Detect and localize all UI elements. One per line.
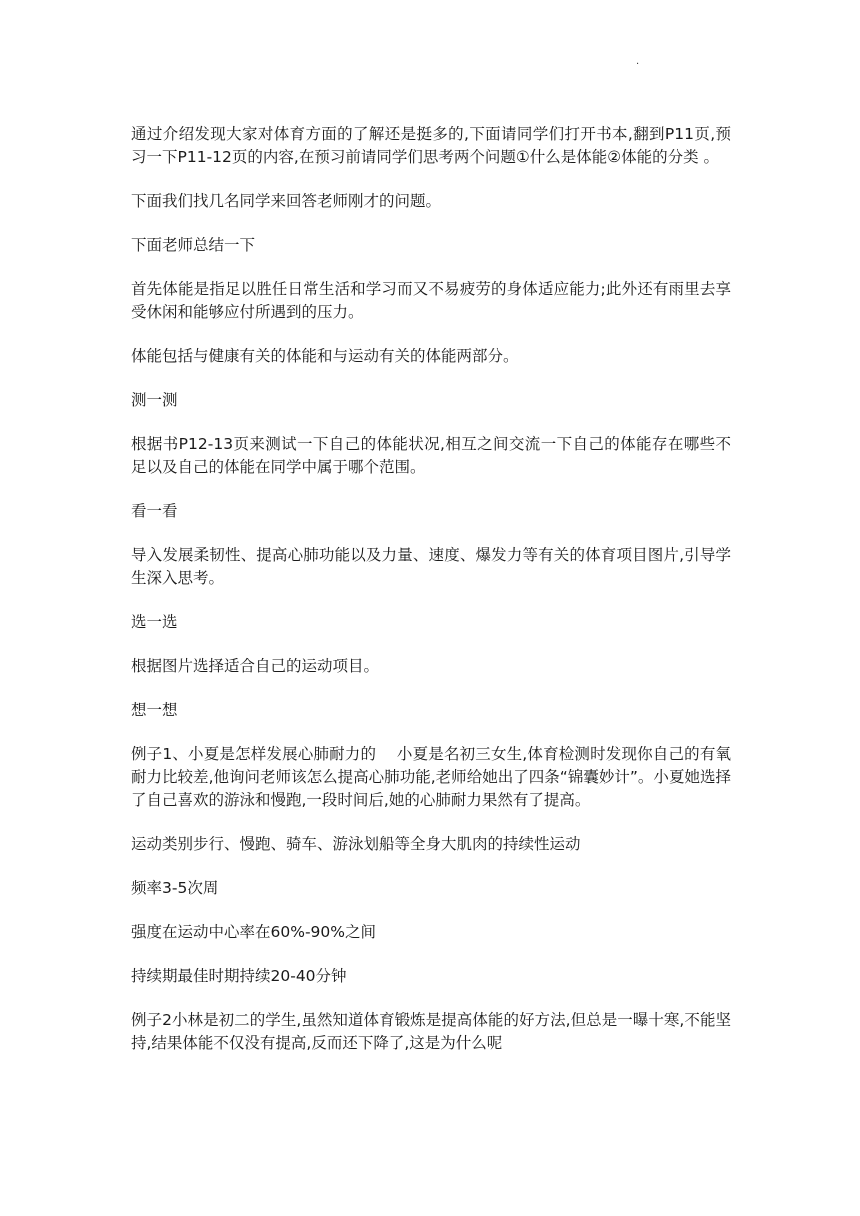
paragraph-answer: 下面我们找几名同学来回答老师刚才的问题。 [131, 192, 442, 210]
paragraph-choose: 根据图片选择适合自己的运动项目。 [131, 657, 380, 675]
paragraph-summary-heading: 下面老师总结一下 [131, 236, 256, 254]
section-heading-think: 想一想 [131, 701, 178, 719]
paragraph-intensity: 强度在运动中心率在60%-90%之间 [131, 923, 376, 941]
paragraph-definition: 首先体能是指足以胜任日常生活和学习而又不易疲劳的身体适应能力;此外还有雨里去享受休闲和能够应付所遇到的压力。 [131, 280, 731, 321]
paragraph-look: 导入发展柔韧性、提高心肺功能以及力量、速度、爆发力等有关的体育项目图片,引导学生深入思考。 [131, 546, 731, 587]
paragraph-classification: 体能包括与健康有关的体能和与运动有关的体能两部分。 [131, 347, 519, 365]
paragraph-example-2: 例子2小林是初二的学生,虽然知道体育锻炼是提高体能的好方法,但总是一曝十寒,不能坚持,结果体能不仅没有提高,反而还下降了,这是为什么呢 [131, 1011, 731, 1052]
section-heading-choose: 选一选 [131, 613, 178, 631]
section-heading-test: 测一测 [131, 391, 178, 409]
paragraph-intro: 通过介绍发现大家对体育方面的了解还是挺多的,下面请同学们打开书本,翻到P11页,预习一下P11-12页的内容,在预习前请同学们思考两个问题①什么是体能②体能的分类 。 [131, 125, 731, 166]
header-mark: . [636, 56, 640, 67]
paragraph-test: 根据书P12-13页来测试一下自己的体能状况,相互之间交流一下自己的体能存在哪些不足以及自己的体能在同学中属于哪个范围。 [131, 435, 731, 476]
paragraph-exercise-type: 运动类别步行、慢跑、骑车、游泳划船等全身大肌肉的持续性运动 [131, 835, 581, 853]
paragraph-example-1: 例子1、小夏是怎样发展心肺耐力的 小夏是名初三女生,体育检测时发现你自己的有氧耐力比较差,他询问老师该怎么提高心肺功能,老师给她出了四条“锦囊妙计”。小夏她选择了自己喜欢的游泳和慢跑,一段时间后,她的心肺耐力果然有了提高。 [131, 745, 731, 809]
document-body [131, 123, 731, 1076]
paragraph-duration: 持续期最佳时期持续20-40分钟 [131, 967, 347, 985]
section-heading-look: 看一看 [131, 502, 178, 520]
paragraph-frequency: 频率3-5次周 [131, 879, 219, 897]
